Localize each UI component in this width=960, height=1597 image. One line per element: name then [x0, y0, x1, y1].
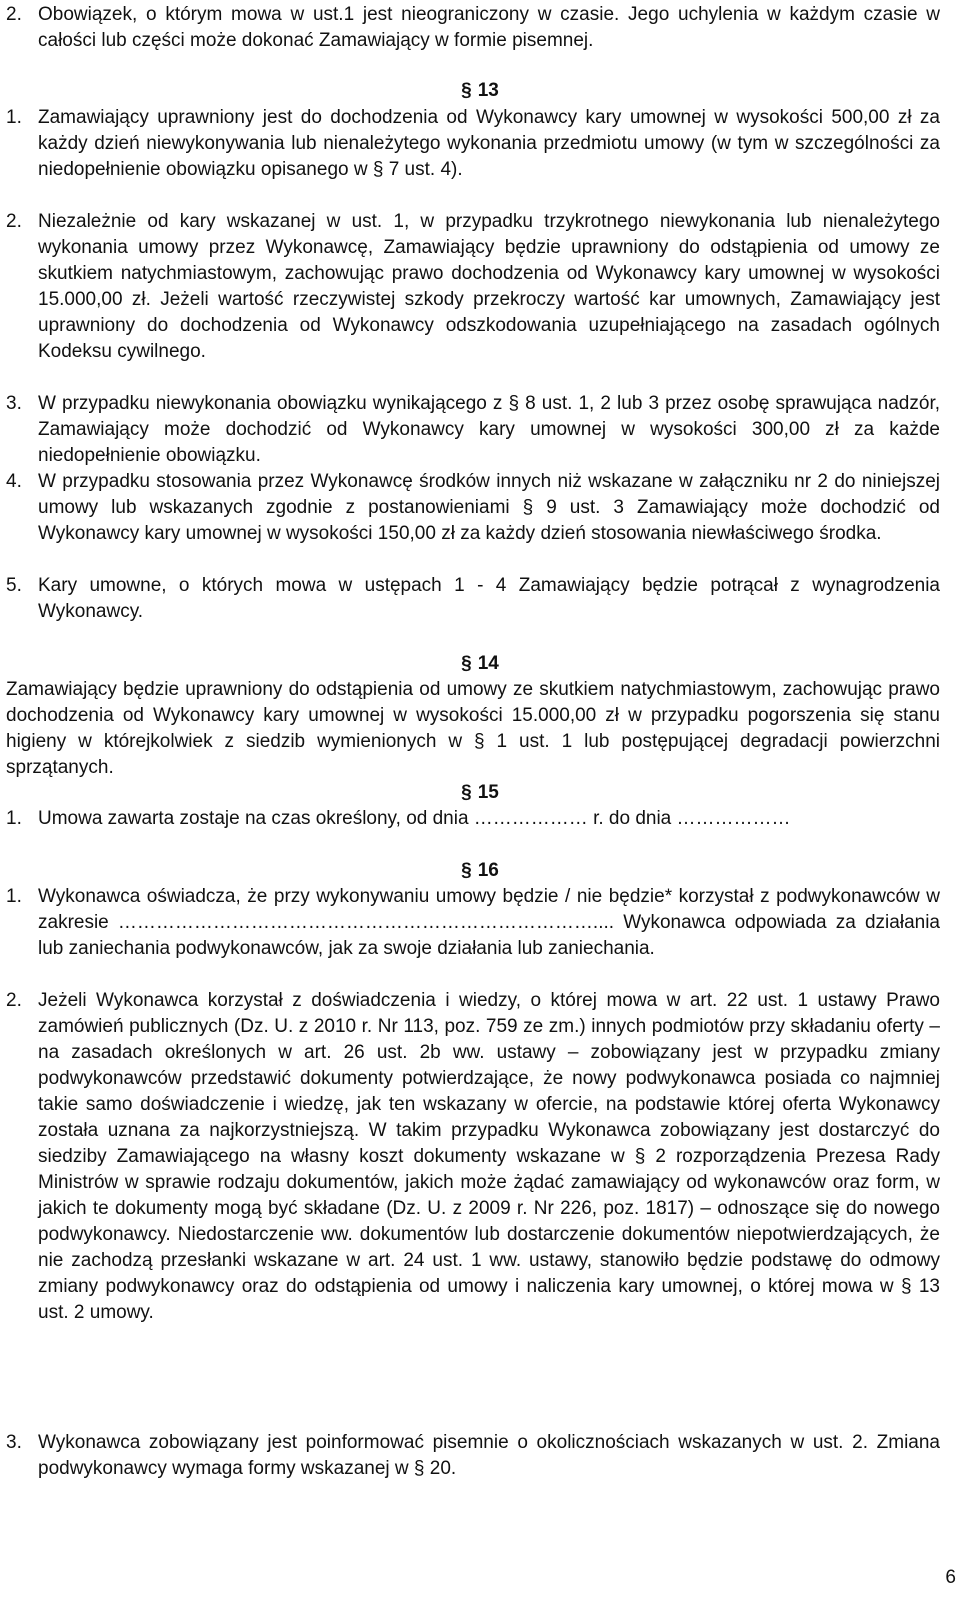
item-text: Obowiązek, o którym mowa w ust.1 jest nieograniczony w czasie. Jego uchylenia w każdym czasie w całości lub części może dokonać Zamawiający w formie pisemnej. — [38, 4, 940, 51]
item-number: 5. — [6, 575, 22, 596]
item-text: Zamawiający uprawniony jest do dochodzenia od Wykonawcy kary umownej w wysokości 500,00 zł za każdy dzień niewykonywania lub nienależytego wykonania przedmiotu umowy (w tym w szczególności za niedopełnienie obowiązku opisanego w § 7 ust. 4). — [38, 107, 940, 180]
paragraph-symbol: § — [461, 860, 472, 881]
paragraph-symbol: § — [461, 782, 472, 803]
item-number: 2. — [6, 211, 22, 232]
item-text: Kary umowne, o których mowa w ustępach 1 - 4 Zamawiający będzie potrącał z wynagrodzenia Wykonawcy. — [38, 575, 940, 622]
item-text: Jeżeli Wykonawca korzystał z doświadczenia i wiedzy, o której mowa w art. 22 ust. 1 ustawy Prawo zamówień publicznych (Dz. U. z 2010 r. Nr 113, poz. 759 ze zm.) innych podmiotów przy składaniu oferty – na zasadach określonych w art. 26 ust. 2b ww. ustawy – zobowiązany jest w przypadku zmiany podwykonawców przedstawić dokumenty potwierdzające, że nowy podwykonawca posiada co najmniej takie samo doświadczenie i wiedzę, jak ten wskazany w ofercie, na podstawie której oferta Wykonawcy została uznana za najkorzystniejszą. W takim przypadku Wykonawca zobowiązany jest dostarczyć do siedziby Zamawiającego na własny koszt dokumenty wskazane w § 2 rozporządzenia Prezesa Rady Ministrów w sprawie rodzaju dokumentów, jakich może żądać zamawiający od wykonawców oraz form, w jakich te dokumenty mogą być składane (Dz. U. z 2009 r. Nr 226, poz. 1817) – odnoszące się do nowego podwykonawcy. Niedostarczenie ww. dokumentów lub dostarczenie dokumentów niepotwierdzających, że nie zachodzą przesłanki wskazane w art. 24 ust. 1 ww. ustawy, stanowiło będzie podstawę do odmowy zmiany podwykonawcy oraz do odstąpienia od umowy i naliczenia kary umownej, o której mowa w § 13 ust. 2 umowy. — [38, 990, 940, 1323]
item-text: W przypadku niewykonania obowiązku wynikającego z § 8 ust. 1, 2 lub 3 przez osobę sprawująca nadzór, Zamawiający może dochodzić od Wykonawcy kary umownej w wysokości 300,00 zł za każde niedopełnienie obowiązku. — [38, 393, 940, 466]
item-text: Wykonawca oświadcza, że przy wykonywaniu umowy będzie / nie będzie* korzystał z podwykonawców w zakresie ………………………………………………………………….... Wykonawca odpowiada za działania lub zaniechania podwykonawców, jak za swoje działania lub zaniechania. — [38, 886, 940, 959]
item-number: 4. — [6, 471, 22, 492]
item-number: 2. — [6, 4, 22, 25]
page-number: 6 — [945, 1567, 956, 1588]
item-number: 1. — [6, 886, 22, 907]
section-heading-16 — [0, 858, 960, 884]
section-number: 14 — [477, 653, 499, 674]
item-number: 3. — [6, 1432, 22, 1453]
item-text: W przypadku stosowania przez Wykonawcę środków innych niż wskazane w załączniku nr 2 do niniejszej umowy lub wskazanych zgodnie z postanowieniami § 9 ust. 3 Zamawiający może dochodzić od Wykonawcy kary umownej w wysokości 150,00 zł za każdy dzień stosowania niewłaściwego środka. — [38, 471, 940, 544]
item-text: Umowa zawarta zostaje na czas określony, od dnia ……………… r. do dnia ……………… — [38, 808, 791, 829]
section-heading-14 — [0, 651, 960, 677]
item-text: Niezależnie od kary wskazanej w ust. 1, w przypadku trzykrotnego niewykonania lub nienależytego wykonania umowy przez Wykonawcę, Zamawiający będzie uprawniony do odstąpienia od umowy ze skutkiem natychmiastowym, zachowując prawo dochodzenia od Wykonawcy kary umownej w wysokości 15.000,00 zł. Jeżeli wartość rzeczywistej szkody przekroczy wartość kar umownych, Zamawiający jest uprawniony do dochodzenia od Wykonawcy odszkodowania uzupełniającego na zasadach ogólnych Kodeksu cywilnego. — [38, 211, 940, 362]
section-number: 16 — [477, 860, 499, 881]
paragraph-symbol: § — [461, 80, 472, 101]
paragraph-symbol: § — [461, 653, 472, 674]
section-number: 15 — [477, 782, 499, 803]
item-text: Wykonawca zobowiązany jest poinformować pisemnie o okolicznościach wskazanych w ust. 2. Zmiana podwykonawcy wymaga formy wskazanej w § 20. — [38, 1432, 940, 1479]
section-heading-13 — [0, 78, 960, 104]
item-number: 3. — [6, 393, 22, 414]
section-number: 13 — [477, 80, 499, 101]
item-number: 1. — [6, 107, 22, 128]
item-number: 2. — [6, 990, 22, 1011]
section-14-text: Zamawiający będzie uprawniony do odstąpienia od umowy ze skutkiem natychmiastowym, zachowując prawo dochodzenia od Wykonawcy kary umownej w wysokości 15.000,00 zł w przypadku pogorszenia się stanu higieny w którejkolwiek z siedzib wymienionych w § 1 ust. 1 lub postępującej degradacji powierzchni sprzątanych. — [6, 679, 940, 778]
item-number: 1. — [6, 808, 22, 829]
section-heading-15 — [0, 780, 960, 806]
